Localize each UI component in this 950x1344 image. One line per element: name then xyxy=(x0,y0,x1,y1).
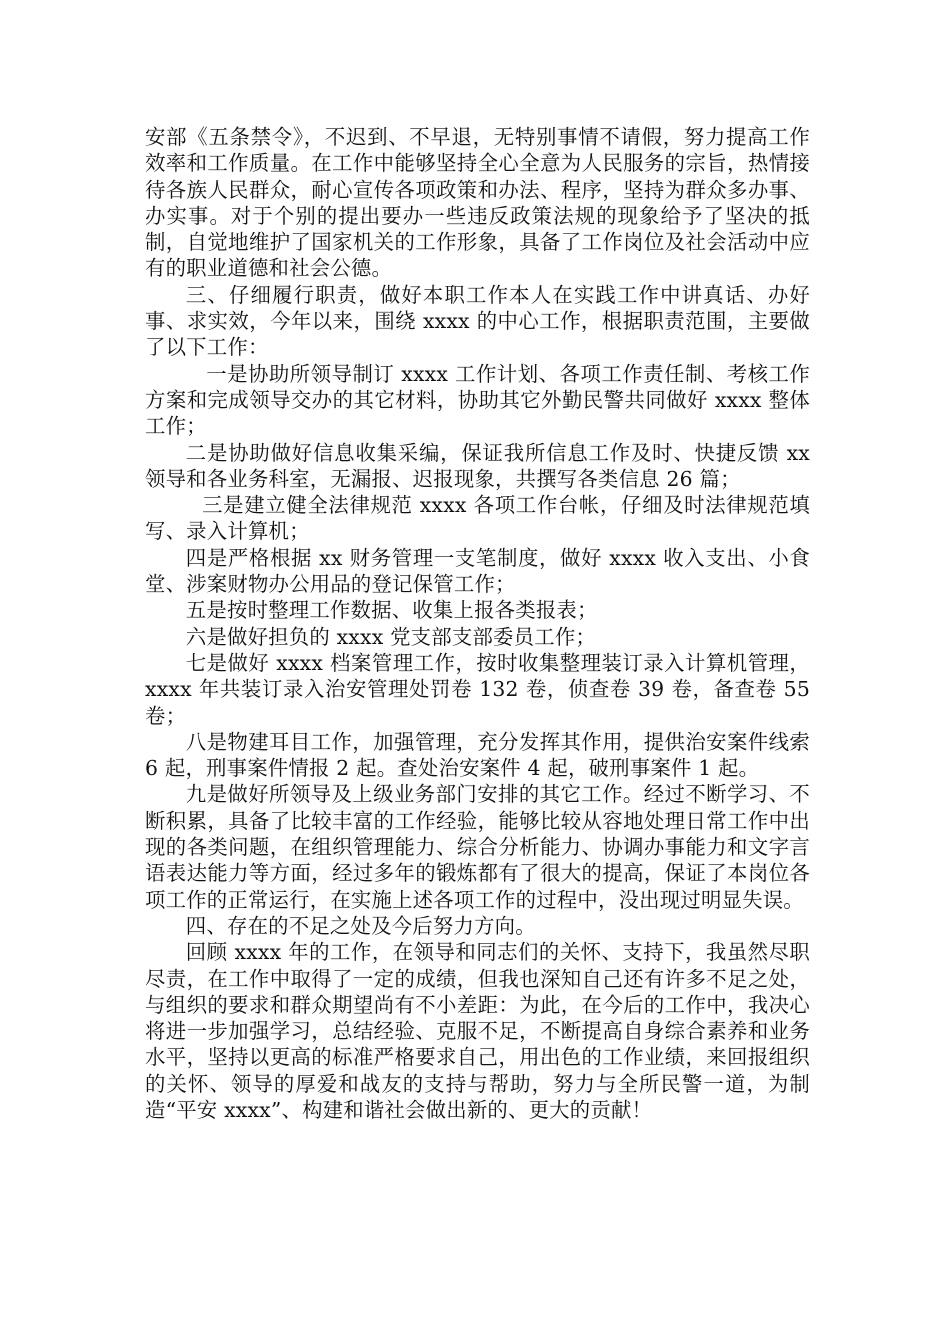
paragraph-item-five: 五是按时整理工作数据、收集上报各类报表； xyxy=(185,598,598,623)
paragraph-item-seven: 七是做好 xxxx 档案管理工作，按时收集整理装订录入计算机管理，xxxx 年共装订录入治安管理处罚卷 132 卷，侦查卷 39 卷，备查卷 55 卷； xyxy=(145,650,810,728)
paragraph-work-discipline: 安部《五条禁令》，不迟到、不早退，无特别事情不请假，努力提高工作效率和工作质量。在工作中能够坚持全心全意为人民服务的宗旨，热情接待各族人民群众，耐心宣传各项政策和办法、程序，坚持为群众多办事、办实事。对于个别的提出要办一些违反政策法规的现象给予了坚决的抵制，自觉地维护了国家机关的工作形象，具备了工作岗位及社会活动中应有的职业道德和社会公德。 xyxy=(145,125,810,281)
paragraph-section-four-heading: 四、存在的不足之处及今后努力方向。 xyxy=(185,913,536,938)
paragraph-item-four: 四是严格根据 xx 财务管理一支笔制度，做好 xxxx 收入支出、小食堂、涉案财物办公用品的登记保管工作； xyxy=(145,545,810,597)
paragraph-review-conclusion: 回顾 xxxx 年的工作，在领导和同志们的关怀、支持下，我虽然尽职尽责，在工作中取得了一定的成绩，但我也深知自己还有许多不足之处，与组织的要求和群众期望尚有不小差距：为此，在今后的工作中，我决心将进一步加强学习，总结经验、克服不足，不断提高自身综合素养和业务水平，坚持以更高的标准严格要求自己，用出色的工作业绩，来回报组织的关怀、领导的厚爱和战友的支持与帮助，努力与全所民警一道，为制造“平安 xxxx”、构建和谐社会做出新的、更大的贡献！ xyxy=(145,940,810,1122)
paragraph-item-nine: 九是做好所领导及上级业务部门安排的其它工作。经过不断学习、不断积累，具备了比较丰富的工作经验，能够比较从容地处理日常工作中出现的各类问题，在组织管理能力、综合分析能力、协调办事能力和文字言语表达能力等方面，经过多年的锻炼都有了很大的提高，保证了本岗位各项工作的正常运行，在实施上述各项工作的过程中，没出现过明显失误。 xyxy=(145,782,810,912)
paragraph-item-six: 六是做好担负的 xxxx 党支部支部委员工作； xyxy=(185,624,596,649)
paragraph-item-one: 一是协助所领导制订 xxxx 工作计划、各项工作责任制、考核工作方案和完成领导交办的其它材料，协助其它外勤民警共同做好 xxxx 整体工作； xyxy=(145,361,810,439)
paragraph-section-three-heading: 三、仔细履行职责，做好本职工作本人在实践工作中讲真话、办好事、求实效，今年以来，围绕 xxxx 的中心工作，根据职责范围，主要做了以下工作： xyxy=(145,282,810,360)
paragraph-item-two: 二是协助做好信息收集采编，保证我所信息工作及时、快捷反馈 xx 领导和各业务科室，无漏报、迟报现象，共撰写各类信息 26 篇； xyxy=(145,440,810,491)
paragraph-item-three: 三是建立健全法律规范 xxxx 各项工作台帐，仔细及时法律规范填写、录入计算机； xyxy=(145,493,810,544)
paragraph-item-eight: 八是物建耳目工作，加强管理，充分发挥其作用，提供治安案件线索 6 起，刑事案件情报 2 起。查处治安案件 4 起，破刑事案件 1 起。 xyxy=(145,729,810,781)
document-body xyxy=(145,124,810,1123)
